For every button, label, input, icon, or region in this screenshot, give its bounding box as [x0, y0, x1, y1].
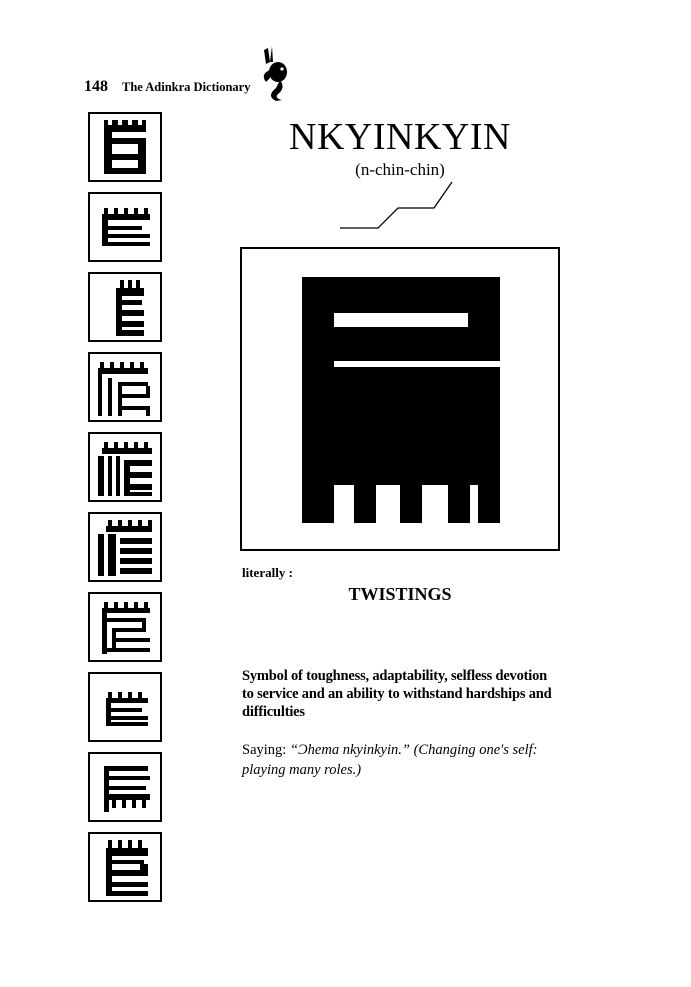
saying-translation: (Changing one's self: playing many roles.) [242, 742, 538, 778]
nkyinkyin-variant-icon [88, 832, 162, 902]
page-header [84, 78, 251, 96]
nkyinkyin-variant-icon [88, 112, 162, 182]
nkyinkyin-variant-icon [88, 672, 162, 742]
symbol-name: NKYINKYIN [289, 116, 511, 158]
saying [242, 740, 562, 780]
nkyinkyin-variant-icon [88, 272, 162, 342]
nkyinkyin-variant-icon [88, 592, 162, 662]
nkyinkyin-variant-icon [88, 352, 162, 422]
nkyinkyin-variant-icon [88, 432, 162, 502]
page-number: 148 [84, 78, 108, 95]
saying-label: Saying: [242, 742, 287, 758]
nkyinkyin-variant-icon [88, 752, 162, 822]
symbol-description: Symbol of toughness, adaptability, selfless devotion to service and an ability to withstand hardships and difficulties [242, 668, 552, 720]
nkyinkyin-symbol-icon [302, 277, 500, 523]
nkyinkyin-variant-icon [88, 192, 162, 262]
pronunciation: (n-chin-chin) [355, 160, 445, 179]
literal-meaning: TWISTINGS [348, 584, 452, 604]
book-title: The Adinkra Dictionary [122, 80, 251, 94]
tone-mark-icon [336, 178, 466, 238]
literally-label: literally : [242, 565, 293, 580]
main-symbol-frame [240, 247, 560, 551]
nkyinkyin-variant-icon [88, 512, 162, 582]
sankofa-bird-icon [256, 44, 292, 102]
saying-text: “Ɔhema nkyinkyin.” [289, 742, 410, 758]
